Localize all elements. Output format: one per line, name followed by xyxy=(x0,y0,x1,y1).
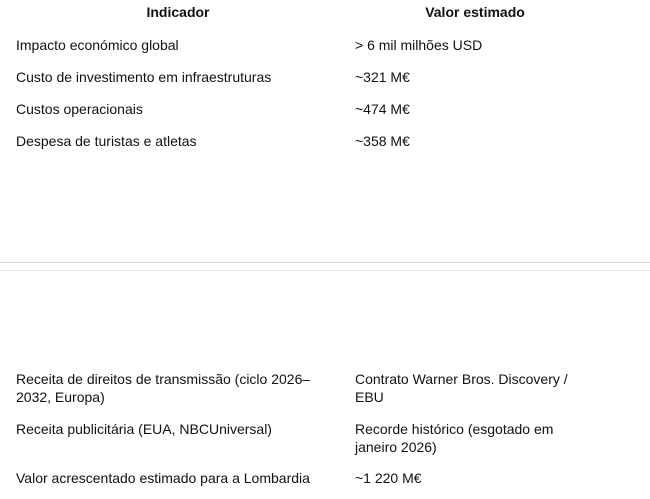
row-value: ~321 M€ xyxy=(355,69,410,85)
row-label: Impacto económico global xyxy=(16,37,179,53)
row-label: Receita de direitos de transmissão (ciclo 2026–2032, Europa) xyxy=(16,371,311,405)
row-value: ~474 M€ xyxy=(355,101,410,117)
row-value: Recorde histórico (esgotado em janeiro 2026) xyxy=(355,421,554,455)
row-label: Valor acrescentado estimado para a Lombardia xyxy=(16,470,310,486)
row-value: Contrato Warner Bros. Discovery / EBU xyxy=(355,371,568,405)
column-header-indicator: Indicador xyxy=(146,4,210,20)
row-label: Receita publicitária (EUA, NBCUniversal) xyxy=(16,421,272,437)
table-header xyxy=(0,0,650,24)
column-header-value: Valor estimado xyxy=(425,4,525,20)
section-divider xyxy=(0,262,650,263)
row-label: Despesa de turistas e atletas xyxy=(16,133,197,149)
row-label: Custo de investimento em infraestruturas xyxy=(16,69,272,85)
row-value: ~358 M€ xyxy=(355,133,410,149)
section-divider xyxy=(0,270,650,271)
row-label: Custos operacionais xyxy=(16,101,143,117)
row-value: > 6 mil milhões USD xyxy=(355,37,483,53)
row-value: ~1 220 M€ xyxy=(355,470,422,486)
